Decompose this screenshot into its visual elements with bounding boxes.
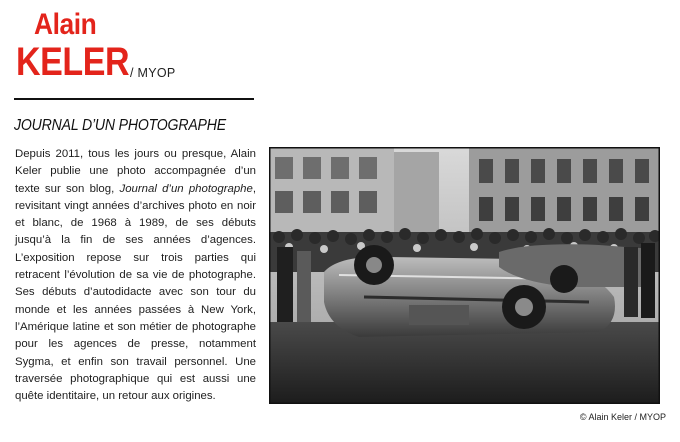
section-title: JOURNAL D’UN PHOTOGRAPHE xyxy=(14,117,226,134)
header-divider xyxy=(14,98,254,100)
photograph-overturned-car xyxy=(269,147,660,404)
author-first-name: Alain xyxy=(34,8,97,41)
article-body xyxy=(15,146,256,405)
photo-credit: © Alain Keler / MYOP xyxy=(579,412,666,422)
article-text-rest: , revisitant vingt années d’archives photo en noir et blanc, de 1968 à 1989, de ses débuts jusqu’à la fin de ses années d’agences. L’exposition repose sur trois parties qui retracent l’évolution de sa vie de photographe. Ses débuts d’autodidacte avec son tour du monde et les années passées à New York, l’Amérique latine et son métier de photographe pour les agences de presse, notamment Sygma, et enfin son travail personnel. Une traversée photographique qui est aussi une quête identitaire, un retour aux origines. xyxy=(15,182,256,403)
author-last-name: KELER xyxy=(16,40,130,84)
agency-label: / MYOP xyxy=(130,66,176,80)
article-text-intro: Depuis 2011, tous les jours ou presque, Alain Keler publie une photo accompagnée d’un texte sur son blog, xyxy=(15,148,256,195)
blog-title: Journal d’un photographe xyxy=(119,182,253,195)
